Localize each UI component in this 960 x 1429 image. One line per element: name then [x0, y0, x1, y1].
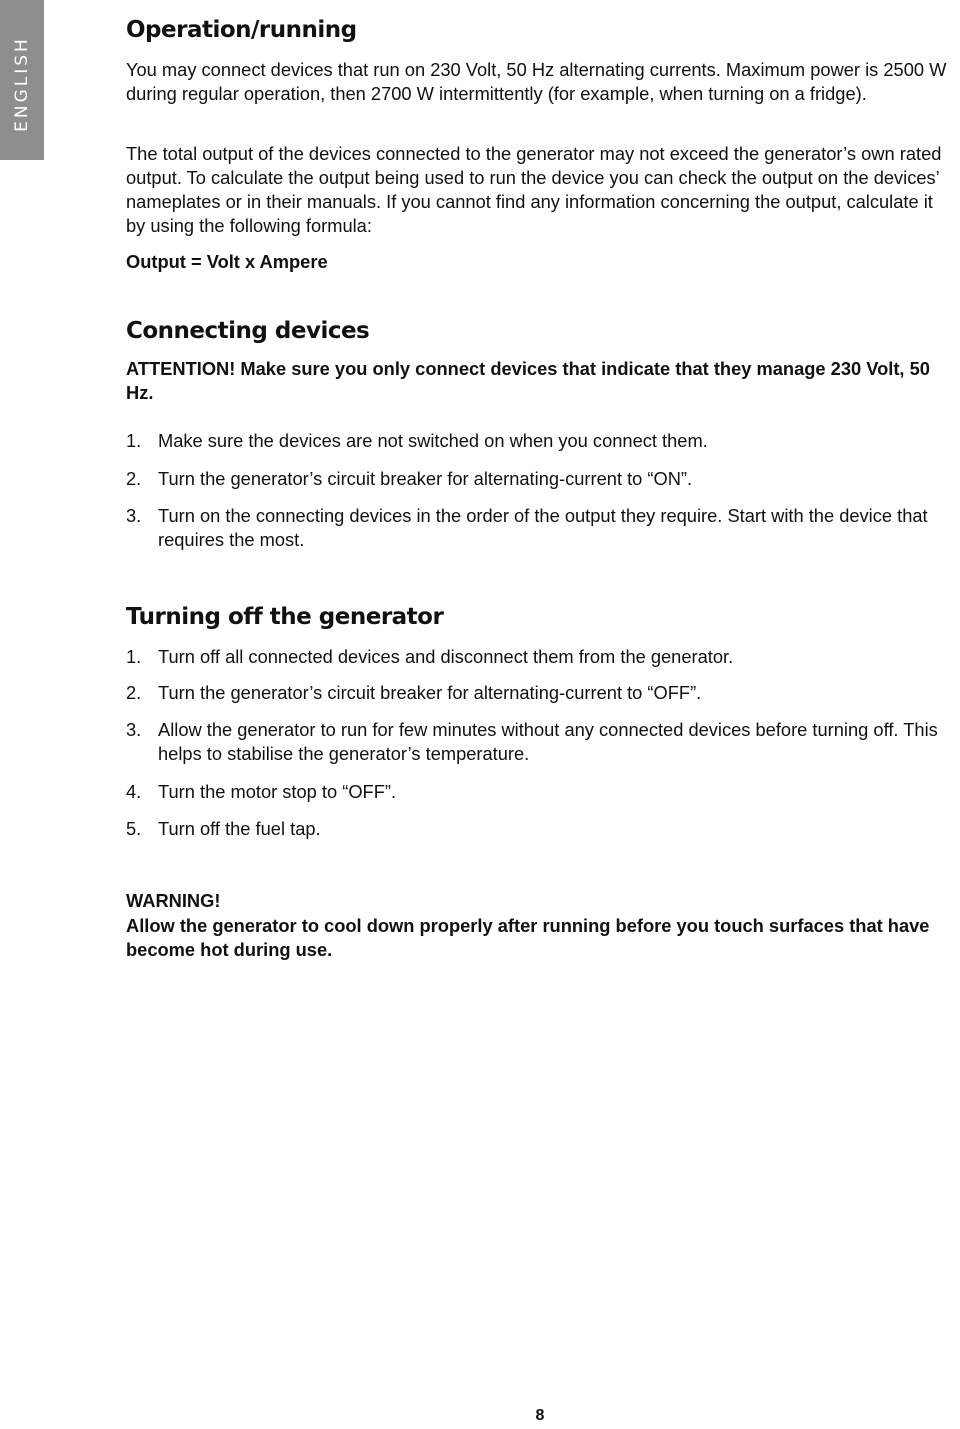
turning-off-step	[126, 817, 952, 841]
step-number: 2.	[126, 682, 142, 703]
step-number: 5.	[126, 818, 142, 839]
step-text: Allow the generator to run for few minutes without any connected devices before turning off. This helps to stabilise the generator’s temperature.	[158, 719, 938, 764]
step-text: Turn the motor stop to “OFF”.	[158, 781, 397, 802]
step-number: 2.	[126, 468, 142, 489]
step-text: Make sure the devices are not switched on when you connect them.	[158, 430, 708, 451]
section-title-turning-off: Turning off the generator	[126, 604, 444, 630]
step-text: Turn the generator’s circuit breaker for alternating-current to “ON”.	[158, 468, 693, 489]
operation-paragraph-1: You may connect devices that run on 230 Volt, 50 Hz alternating currents. Maximum power is 2500 W during regular operation, then 2700 W intermittently (for example, when turning on a fridge).	[126, 59, 947, 104]
step-text: Turn off all connected devices and disconnect them from the generator.	[158, 646, 734, 667]
step-text: Turn on the connecting devices in the order of the output they require. Start with the device that requires the most.	[158, 505, 928, 550]
step-number: 3.	[126, 505, 142, 526]
turning-off-step	[126, 645, 952, 669]
language-tab-label: ENGLISH	[12, 36, 32, 132]
connecting-step	[126, 504, 952, 552]
step-number: 1.	[126, 646, 142, 667]
turning-off-step	[126, 681, 952, 705]
step-number: 1.	[126, 430, 142, 451]
connecting-step	[126, 429, 952, 453]
page-number: 8	[535, 1407, 545, 1424]
turning-off-step	[126, 780, 952, 804]
warning-title: WARNING!	[126, 890, 221, 911]
connecting-step	[126, 467, 952, 491]
section-title-connecting: Connecting devices	[126, 318, 370, 344]
section-title-operation: Operation/running	[126, 17, 357, 43]
operation-paragraph-2: The total output of the devices connected to the generator may not exceed the generator’s own rated output. To calculate the output being used to run the device you can check the output on the devices’ nameplates or in their manuals. If you cannot find any information concerning the output, calculate it by using the following formula:	[126, 143, 942, 236]
turning-off-step	[126, 718, 952, 766]
output-formula: Output = Volt x Ampere	[126, 251, 328, 272]
warning-text: Allow the generator to cool down properly after running before you touch surfaces that have become hot during use.	[126, 915, 930, 960]
step-text: Turn off the fuel tap.	[158, 818, 321, 839]
attention-notice: ATTENTION! Make sure you only connect devices that indicate that they manage 230 Volt, 50 Hz.	[126, 358, 930, 403]
step-number: 3.	[126, 719, 142, 740]
language-tab	[0, 0, 44, 160]
step-text: Turn the generator’s circuit breaker for alternating-current to “OFF”.	[158, 682, 702, 703]
step-number: 4.	[126, 781, 142, 802]
